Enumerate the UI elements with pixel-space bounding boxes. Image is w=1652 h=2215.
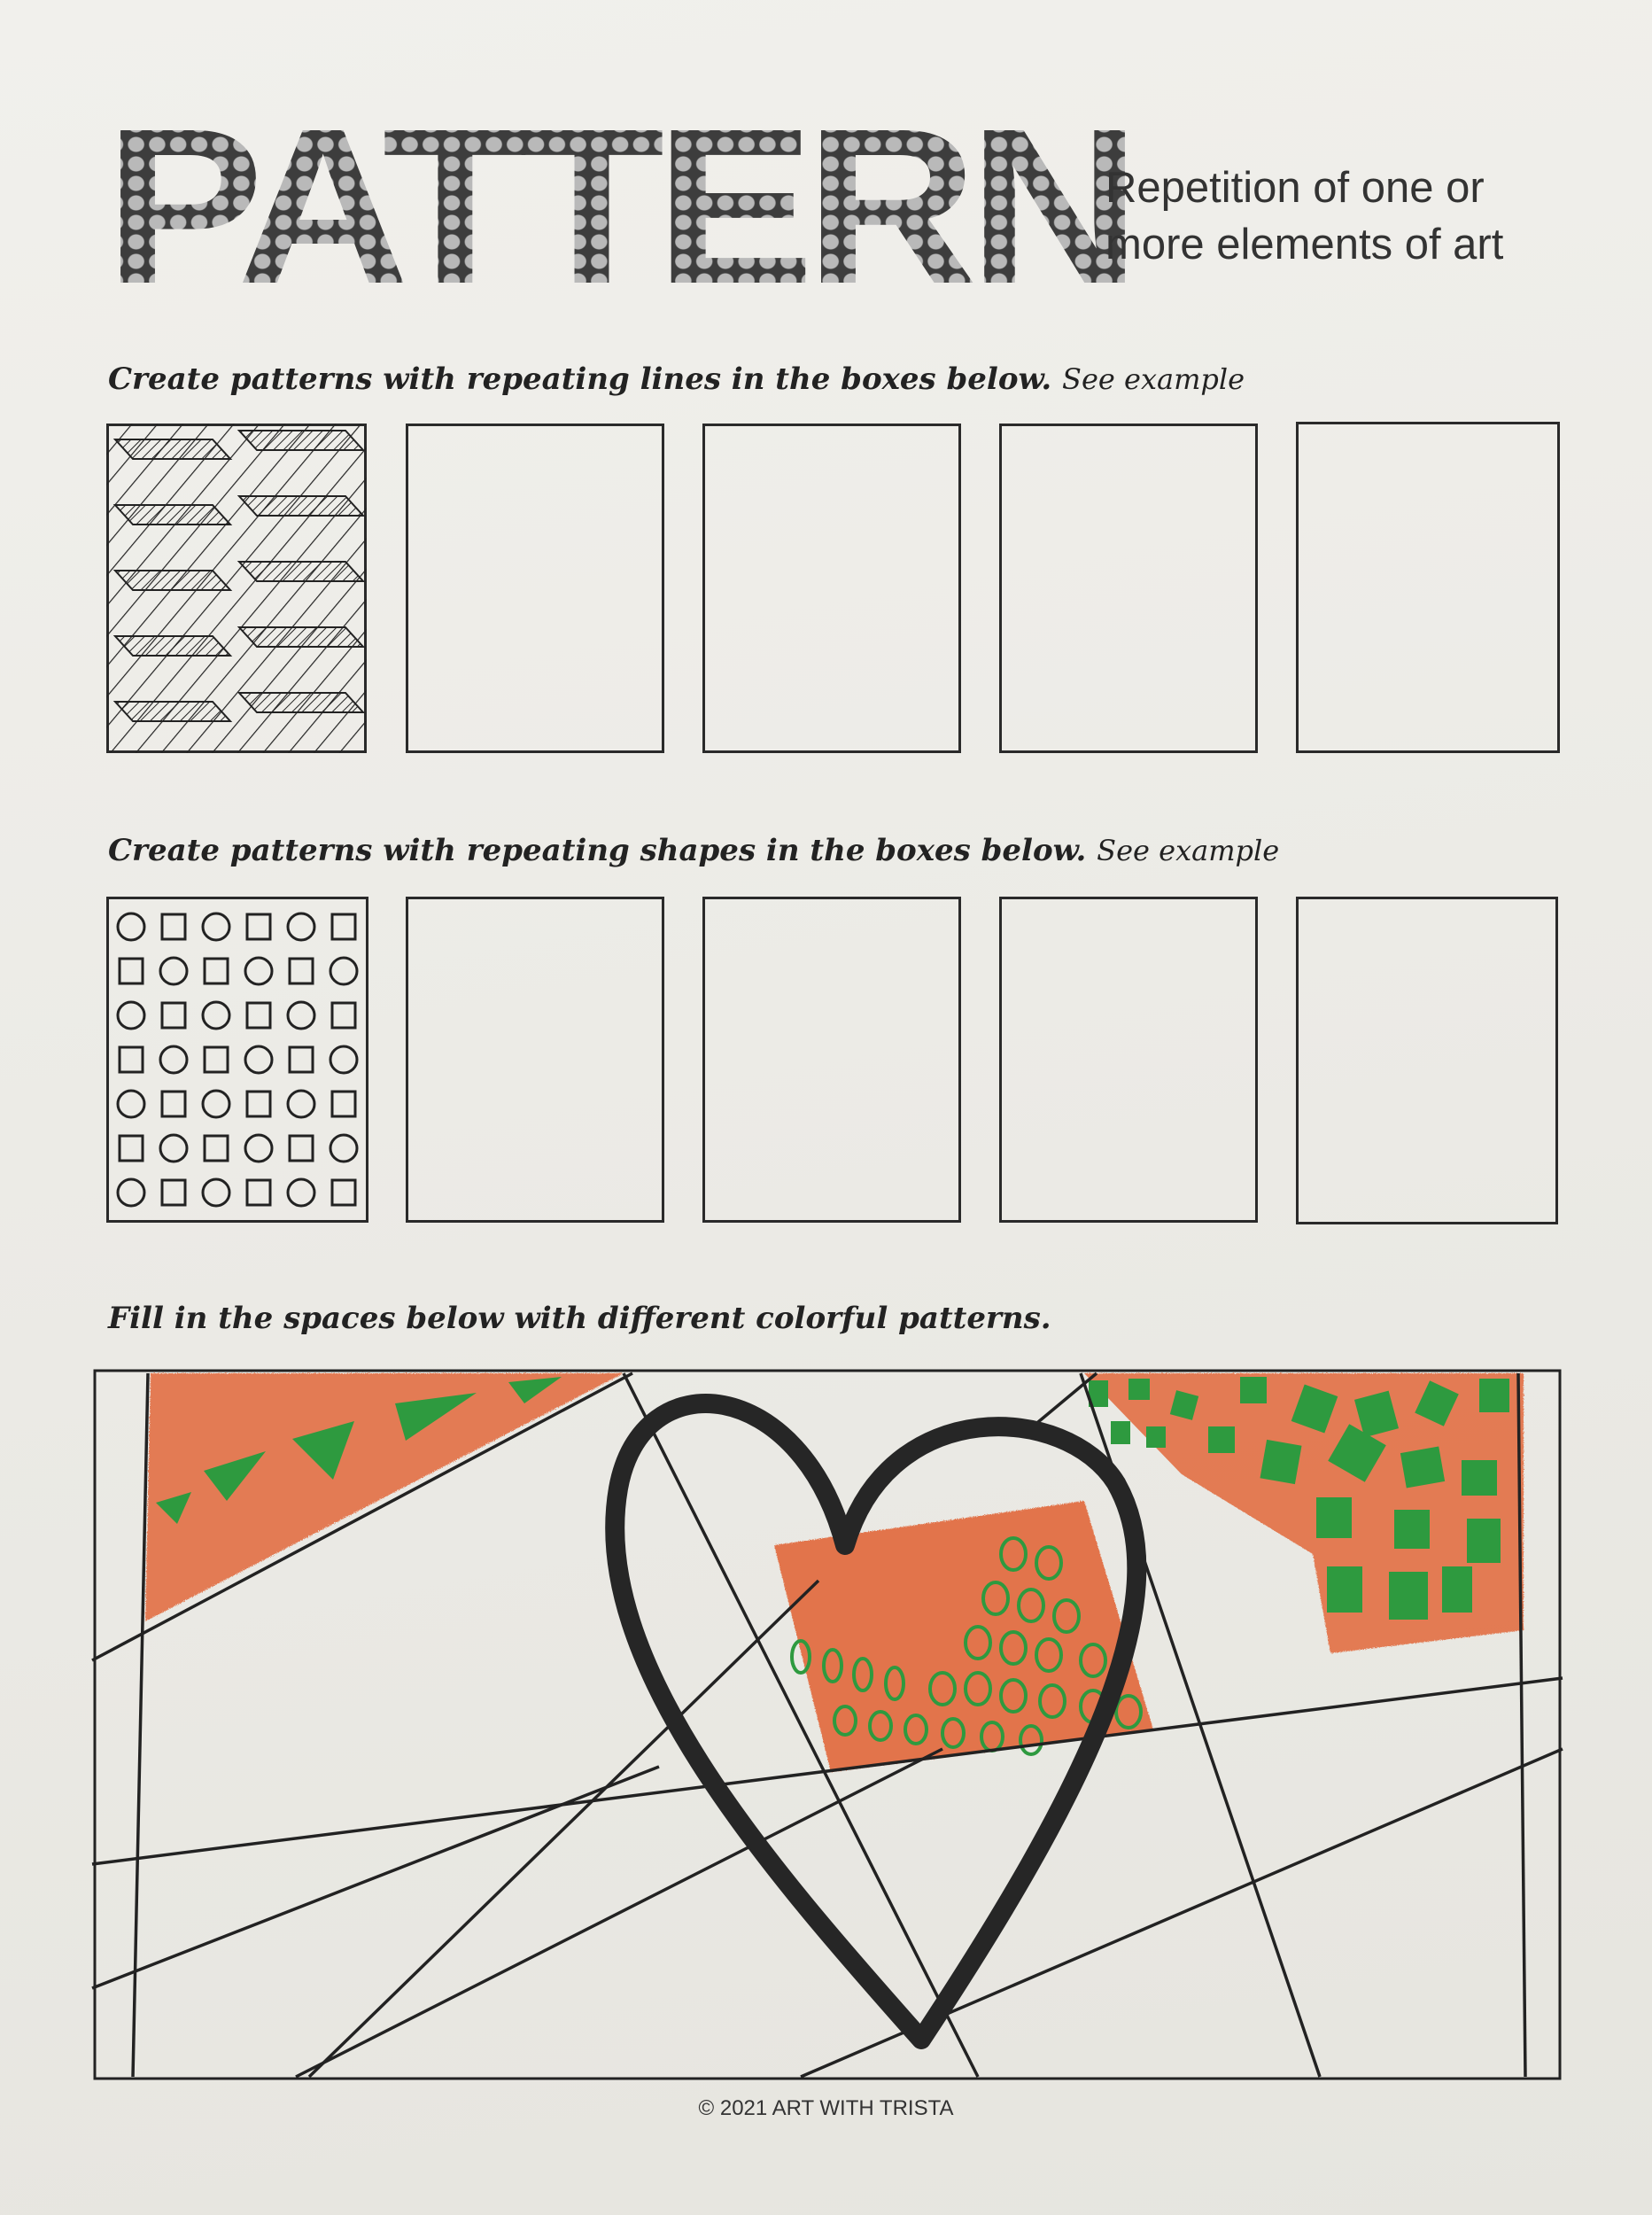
example-square [247,914,270,939]
example-circle [118,913,144,940]
example-square [120,1136,143,1161]
pattern-definition [1105,159,1602,273]
pattern-title: PATTERN [105,82,1132,330]
lines-blank-box-2[interactable] [702,424,961,753]
example-square [290,1136,313,1161]
shapes-instruction-text: Create patterns with repeating shapes in the boxes below. [108,833,1087,868]
shapes-blank-box-4[interactable] [1296,897,1558,1224]
example-square [247,1092,270,1116]
example-circle [288,1002,314,1029]
example-circle [330,1135,357,1162]
definition-line-2: more elements of art [1105,221,1504,268]
example-circle [118,1091,144,1117]
lines-example-box [106,424,367,753]
orange-region-top-left [145,1373,624,1621]
example-square [247,1003,270,1028]
example-square [332,1180,355,1205]
example-circle [203,913,229,940]
lines-blank-box-4[interactable] [1296,422,1560,753]
example-square [205,1047,228,1072]
copyright-footer: © 2021 ART WITH TRISTA [698,2096,954,2120]
shapes-instruction [108,833,1279,868]
example-square [162,1003,185,1028]
example-circle [288,1091,314,1117]
color-instruction: Fill in the spaces below with different colorful patterns. [108,1301,1051,1336]
example-square [290,1047,313,1072]
example-circle [245,1135,272,1162]
lines-instruction-text: Create patterns with repeating lines in the boxes below. [108,361,1052,397]
shapes-example-drawing [106,897,368,1223]
example-square [290,959,313,983]
shapes-blank-box-1[interactable] [406,897,664,1223]
example-circle [288,913,314,940]
example-circle [245,958,272,984]
lines-example-drawing [106,424,367,753]
definition-line-1: Repetition of one or [1105,164,1485,212]
example-square [332,1092,355,1116]
example-square [247,1180,270,1205]
example-circle [330,958,357,984]
lines-blank-box-1[interactable] [406,424,664,753]
lines-instruction [108,361,1245,397]
example-circle [160,958,187,984]
example-square [162,914,185,939]
lines-see-example: See example [1062,362,1245,396]
shapes-see-example: See example [1097,834,1280,867]
example-square [162,1180,185,1205]
example-square [120,1047,143,1072]
example-circle [160,1046,187,1073]
shapes-blank-box-2[interactable] [702,897,961,1223]
example-square [120,959,143,983]
example-square [332,1003,355,1028]
example-circle [160,1135,187,1162]
example-square [162,1092,185,1116]
example-circle [288,1179,314,1206]
coloring-panel [92,1368,1563,2081]
example-circle [203,1091,229,1117]
example-square [332,914,355,939]
example-circle [245,1046,272,1073]
shapes-example-box [106,897,368,1223]
example-circle [118,1179,144,1206]
example-circle [118,1002,144,1029]
shapes-blank-box-3[interactable] [999,897,1258,1223]
example-circle [203,1179,229,1206]
example-square [205,1136,228,1161]
example-circle [203,1002,229,1029]
lines-blank-box-3[interactable] [999,424,1258,753]
example-square [205,959,228,983]
example-circle [330,1046,357,1073]
